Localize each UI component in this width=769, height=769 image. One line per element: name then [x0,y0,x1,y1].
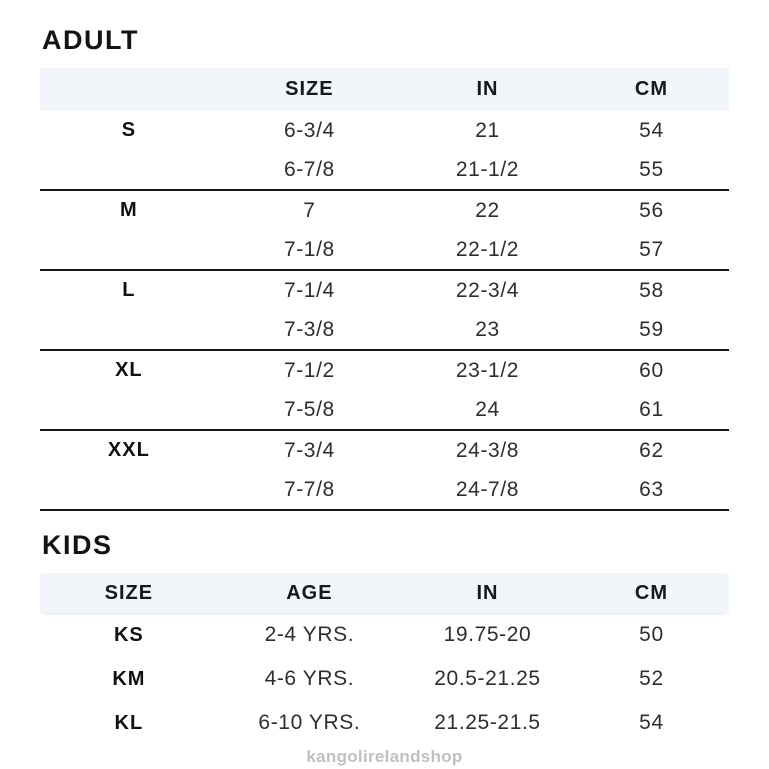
table-row [40,701,729,745]
cm-cell: 52 [639,667,664,690]
table-row [40,271,729,310]
size-label: M [120,199,138,221]
size-group-m [40,191,729,271]
size-group-xxl [40,431,729,511]
cm-cell: 54 [639,711,664,734]
column-header-in: IN [476,78,499,100]
inches-cell: 21-1/2 [455,157,520,181]
table-row [40,150,729,189]
age-cell: 6-10 YRS. [258,711,361,734]
kids-table-header-row [40,573,729,613]
inches-cell: 22-1/2 [455,237,520,261]
table-row [40,613,729,657]
column-header-age: AGE [286,581,333,604]
inches-cell: 24 [475,397,500,421]
hat-size-cell: 6-7/8 [283,157,335,181]
cm-cell: 62 [639,438,664,462]
size-label: S [121,119,137,141]
table-row [40,191,729,230]
cm-cell: 56 [639,198,664,222]
inches-cell: 22-3/4 [455,278,520,302]
table-row [40,431,729,470]
cm-cell: 59 [639,317,664,341]
inches-cell: 20.5-21.25 [434,667,541,690]
inches-cell: 22 [475,198,500,222]
cm-cell: 63 [639,477,664,501]
inches-cell: 24-3/8 [455,438,520,462]
table-row [40,470,729,509]
inches-cell: 23-1/2 [455,358,520,382]
adult-table-header-row [40,68,729,111]
cm-cell: 50 [639,623,664,646]
hat-size-cell: 7-1/4 [283,278,335,302]
column-header-size: SIZE [104,581,154,604]
table-row [40,351,729,390]
table-row [40,310,729,349]
column-header-size: SIZE [285,78,334,100]
size-label: KM [112,667,146,690]
cm-cell: 61 [639,397,664,421]
inches-cell: 24-7/8 [455,477,520,501]
cm-cell: 55 [639,157,664,181]
column-header-cm: CM [634,581,669,604]
inches-cell: 21.25-21.5 [434,711,541,734]
size-label: KL [114,711,144,734]
column-header-cm: CM [634,78,669,100]
hat-size-cell: 7-3/4 [283,438,335,462]
size-group-l [40,271,729,351]
hat-size-cell: 6-3/4 [283,118,335,142]
table-row [40,230,729,269]
size-label: L [122,279,136,301]
section-title-adult: ADULT [42,25,139,55]
cm-cell: 54 [639,118,664,142]
age-cell: 2-4 YRS. [264,623,355,646]
inches-cell: 23 [475,317,500,341]
table-row [40,657,729,701]
inches-cell: 21 [475,118,500,142]
hat-size-cell: 7-1/2 [283,358,335,382]
watermark: kangolirelandshop [306,747,463,766]
cm-cell: 57 [639,237,664,261]
size-group-s [40,111,729,191]
adult-size-table [40,68,729,511]
cm-cell: 60 [639,358,664,382]
size-label: KS [113,623,144,646]
age-cell: 4-6 YRS. [264,667,355,690]
size-group-xl [40,351,729,431]
inches-cell: 19.75-20 [443,623,532,646]
cm-cell: 58 [639,278,664,302]
table-row [40,111,729,150]
table-row [40,390,729,429]
hat-size-cell: 7-5/8 [283,397,335,421]
hat-size-cell: 7 [303,198,316,222]
size-label: XXL [107,439,150,461]
section-title-kids: KIDS [42,530,113,560]
column-header-in: IN [476,581,499,604]
hat-size-cell: 7-1/8 [283,237,335,261]
hat-size-cell: 7-3/8 [283,317,335,341]
kids-size-table [40,573,729,745]
hat-size-cell: 7-7/8 [283,477,335,501]
size-label: XL [115,359,143,381]
